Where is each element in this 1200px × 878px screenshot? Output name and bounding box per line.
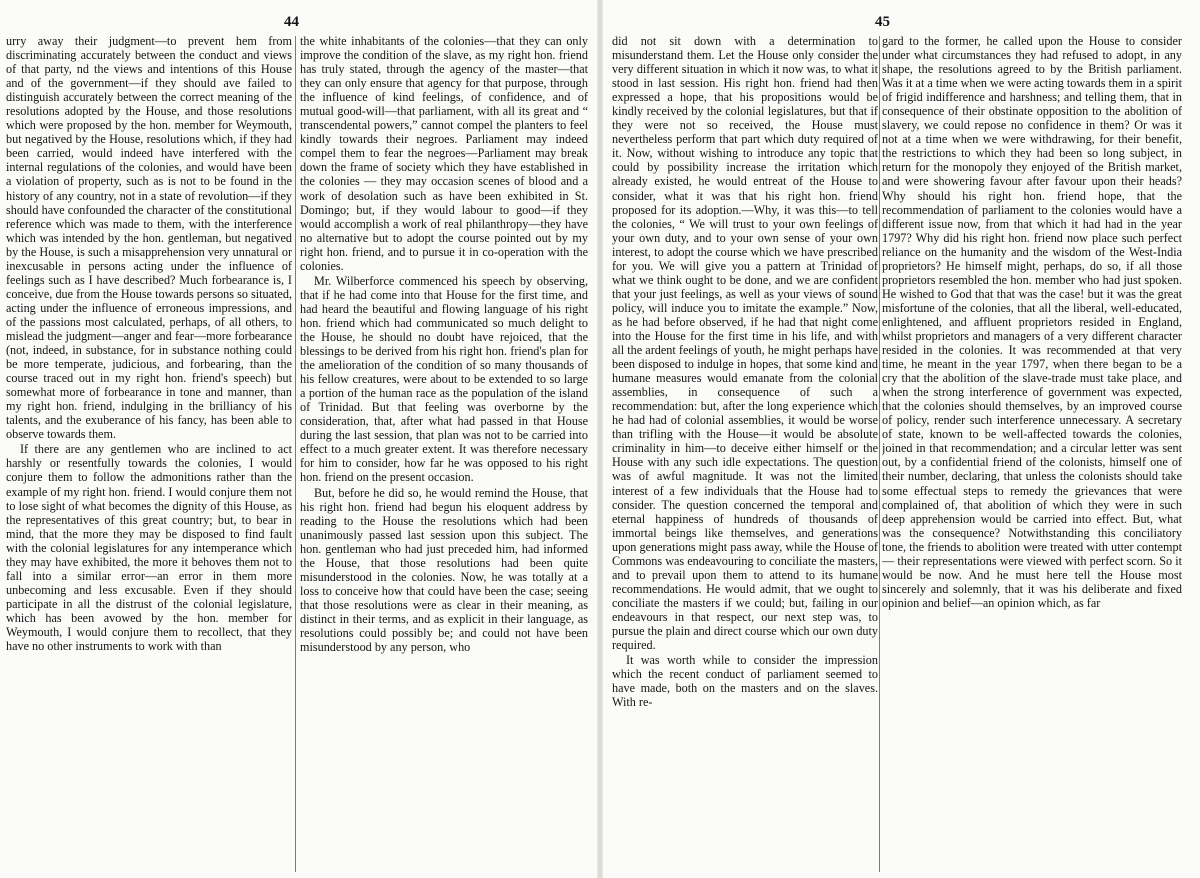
- paragraph: did not sit down with a determination to misunderstand them. Let the House only consider the very different situation in which it now was, to what it stood in last session. His right hon. friend had then expressed a hope, that his propositions would be kindly received by the colonial legislatures, but that if they were not so received, the House must nevertheless perform that part which duty required of it. Now, without wishing to introduce any topic that could by possibility increase the irritation which already existed, he would entreat of the House to consider, what it was that his right hon. friend proposed for its adoption.—Why, it was this—to tell the colonies, “ We will trust to your own feelings of your own duty, and to your own sense of your own interest, to adopt the course which we have prescribed for you. We will give you a pattern at Trinidad of what we think ought to be done, and we are confident that your just feelings, as well as your views of sound policy, will induce you to imitate the example.” Now, as he had before observed, if he had that night come into the House for the first time in his life, and with all the ardent feelings of youth, he might perhaps have been disposed to indulge in hopes, that some kind and humane measures would emanate from the colonial assemblies, in consequence of such a recommendation: but, after the long experience which he had had of colonial assemblies, it would be worse than trifling with the House—it would be absolute criminality in him—to deceive either himself or the House with any such idle expectations. The question was of awful magnitude. It was not the limited interest of a few individuals that the House had to consider. The question concerned the temporal and eternal happiness of hundreds of thousands of immortal beings like themselves, and generations upon generations might pass away, while the House of Commons was endeavouring to conciliate the masters, and to prevail upon them to attend to its humane recommendations. He would admit, that we ought to conciliate the masters if we could; but, failing in our endeavours in that respect, our next step was, to pursue the plain and direct course which our own duty required.: [612, 34, 878, 653]
- paragraph: If there are any gentlemen who are inclined to act harshly or resentfully towards the colonies, I would conjure them to follow the admonitions rather than the example of my right hon. friend. I would conjure them not to lose sight of what becomes the dignity of this House, as the representatives of this great country; but, to bear in mind, that the more they may be disposed to find fault with the colonial legislatures for any intemperance which they may have exhibited, the more it behoves them not to fall into a similar error—an error in them more unbecoming and less excusable. Even if they should participate in all the distrust of the colonial legislature, which has been avowed by the hon. member for Weymouth, I would conjure them to recollect, that they have no other instruments to work with than: [6, 442, 292, 654]
- left-page: [0, 0, 598, 878]
- paragraph: It was worth while to consider the impression which the recent conduct of parliament seemed to have made, both on the masters and on the slaves. With re-: [612, 653, 878, 710]
- right-page: [602, 0, 1200, 878]
- paragraph: the white inhabitants of the colonies—that they can only improve the condition of the slave, as my right hon. friend has truly stated, through the agency of the master—that they can only ensure that agency for that purpose, through the influence of kind feelings, of confidence, and of mutual good-will—that parliament, with all its great and “ transcendental powers,” cannot compel the planters to feel kindly towards their negroes. Parliament may indeed compel them to fear the negroes—Parliament may break down the frame of society which they have established in the colonies — they may occasion scenes of blood and a work of desolation such as have been exhibited in St. Domingo; but, if they would labour to good—if they would accomplish a work of real philanthropy—they have no alternative but to adopt the course pointed out by my right hon. friend, and to pursue it in co-operation with the colonies.: [300, 34, 588, 273]
- page-number-45: 45: [875, 14, 890, 30]
- left-page-column-1: [6, 34, 292, 872]
- right-page-column-2: [882, 34, 1182, 872]
- column-divider: [879, 36, 880, 872]
- paragraph: gard to the former, he called upon the House to consider under what circumstances they had refused to adopt, in any shape, the resolutions agreed to by the British parliament. Was it at a time when we were acting towards them in a spirit of frigid indifference and harshness; and telling them, that in consequence of their obstinate opposition to the abolition of slavery, we could repose no confidence in them? Or was it not at a time when we were withdrawing, for their benefit, the restrictions to which they had been so long subject, in return for the monopoly they enjoyed of the British market, and were showering favour after favour upon their heads? Why should his right hon. friend hope, that the recommendation of parliament to the colonies would have a different issue now, from that which it had had in the year 1797? Why did his right hon. friend now place such perfect reliance on the humanity and the wisdom of the West-India proprietors? He himself might, perhaps, do so, if all those proprietors resembled the hon. member who had just spoken. He wished to God that that was the case! but it was the great misfortune of the colonies, that all the liberal, well-educated, enlightened, and affluent proprietors resided in England, whilst proprietors and managers of a very different character resided in the colonies. It was recommended at that very time, he meant in the year 1797, when there began to be a cry that the abolition of the slave-trade must take place, and when the strong interference of government was expected, that the colonies should themselves, by an improved course of policy, render such interference unnecessary. A secretary of state, known to be well-affected towards the colonies, joined in that recommendation; and a circular letter was sent out, by a confidential friend of the colonists, himself one of their number, declaring, that unless the colonists should take some effectual steps to remedy the grievances that were complained of, that abolition of which they were in such deep apprehension would be carried into effect. But, what was the consequence? Notwithstanding this conciliatory tone, the friends to abolition were treated with utter contempt — their representations were viewed with perfect scorn. So it would be now. And he must here tell the House most sincerely and solemnly, that it was his deliberate and fixed opinion and belief—an opinion which, as far: [882, 34, 1182, 610]
- column-divider: [295, 36, 296, 872]
- paragraph: urry away their judgment—to prevent hem from discriminating accurately between the conduct and views of that party, nd the views and intentions of this House and of the government—if they should ave failed to distinguish accurately between the correct meaning of the resolutions adopted by the House, and those resolutions which were proposed by the hon. member for Weymouth, but negatived by the House, resolutions which, if they had been carried, would indeed have interfered with the internal regulations of the colonies, and would have been a violation of property, such as is not to be found in the history of any country, not in a state of revolution—if they should have confounded the character of the constitutional reference which was made to them, with the interference which was intended by the hon. gentleman, but negatived by the House, is such a misapprehension very unnatural or inexcusable in persons acting under the influence of feelings such as I have described? Much forbearance is, I conceive, due from the House towards persons so situated, acting under the influence of erroneous impressions, and of the passions most calculated, perhaps, of all others, to mislead the judgment—anger and fear—more forbearance (not, indeed, in substance, for in substance nothing could be more temperate, judicious, and forbearing, than the course traced out in my right hon. friend's speech) but somewhat more of forbearance in tone and manner, than my right hon. friend, indulging in the brilliancy of his talents, and the exuberance of his fancy, has been able to observe towards them.: [6, 34, 292, 442]
- right-page-column-1: [612, 34, 878, 872]
- paragraph: Mr. Wilberforce commenced his speech by observing, that if he had come into that House for the first time, and had heard the beautiful and flowing language of his right hon. friend which had communicated so much delight to the House, he should no doubt have rejoiced, that the blessings to be derived from his right hon. friend's plan for the amelioration of the condition of so many thousands of his fellow creatures, were about to be extended to so large a portion of the human race as the population of the island of Trinidad. But that feeling was overborne by the consideration, that, after what had passed in that House during the last session, that plan was not to be carried into effect to a much greater extent. It was therefore necessary for him to consider, how far he was opposed to his right hon. friend on the present occasion.: [300, 273, 588, 485]
- paragraph: But, before he did so, he would remind the House, that his right hon. friend had begun his eloquent address by reading to the House the resolutions which had been unanimously passed last session upon this subject. The hon. gentleman who had just preceded him, had informed the House, that those resolutions had been quite misunderstood in the colonies. Now, he was totally at a loss to conceive how that could have been the case; seeing that those resolutions were as clear in their meaning, as distinct in their terms, and as explicit in their language, as resolutions could possibly be; and could not have been misunderstood by any person, who: [300, 485, 588, 655]
- left-page-column-2: [300, 34, 588, 872]
- page-number-44: 44: [284, 14, 299, 30]
